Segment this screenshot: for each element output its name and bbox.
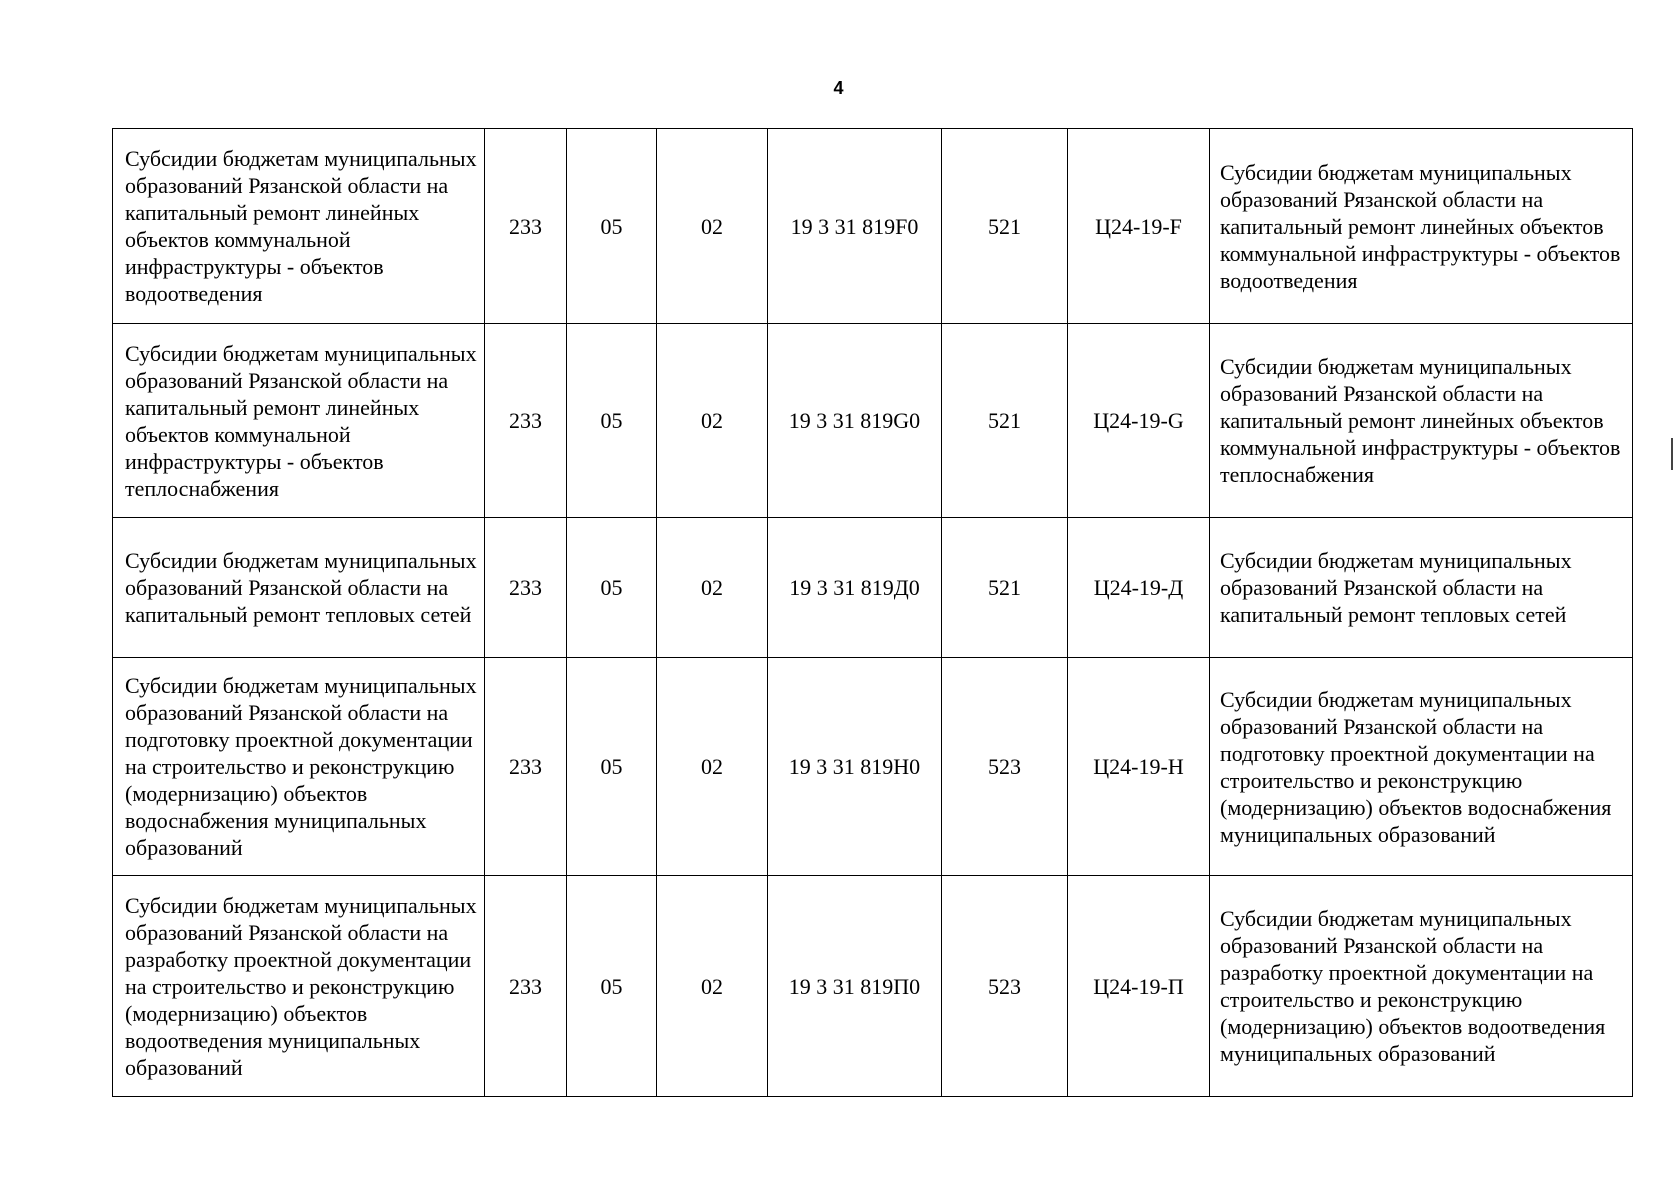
target-article-cell: 19 3 31 819H0 [768, 658, 942, 876]
expense-type-cell: 523 [942, 876, 1068, 1097]
goal-code-cell: Ц24-19-G [1068, 324, 1210, 518]
goal-code-cell: Ц24-19-П [1068, 876, 1210, 1097]
section-cell: 05 [567, 129, 657, 324]
expense-name-cell: Субсидии бюджетам муниципальных образований Рязанской области на разработку проектной документации на строительство и реконструкцию (модернизацию) объектов водоотведения муниципальных образований [113, 876, 485, 1097]
expense-name-cell: Субсидии бюджетам муниципальных образований Рязанской области на капитальный ремонт линейных объектов коммунальной инфраструктуры - объектов водоотведения [113, 129, 485, 324]
target-article-cell: 19 3 31 819Д0 [768, 518, 942, 658]
description-cell: Субсидии бюджетам муниципальных образований Рязанской области на разработку проектной документации на строительство и реконструкцию (модернизацию) объектов водоотведения муниципальных образований [1210, 876, 1633, 1097]
section-cell: 05 [567, 324, 657, 518]
section-cell: 05 [567, 518, 657, 658]
expense-type-cell: 523 [942, 658, 1068, 876]
admin-code-cell: 233 [485, 324, 567, 518]
expense-name-cell: Субсидии бюджетам муниципальных образований Рязанской области на подготовку проектной документации на строительство и реконструкцию (модернизацию) объектов водоснабжения муниципальных образований [113, 658, 485, 876]
target-article-cell: 19 3 31 819П0 [768, 876, 942, 1097]
goal-code-cell: Ц24-19-F [1068, 129, 1210, 324]
table-row [113, 129, 1633, 324]
expense-type-cell: 521 [942, 324, 1068, 518]
target-article-cell: 19 3 31 819F0 [768, 129, 942, 324]
scan-margin-mark [1671, 438, 1673, 470]
section-cell: 05 [567, 876, 657, 1097]
admin-code-cell: 233 [485, 129, 567, 324]
goal-code-cell: Ц24-19-H [1068, 658, 1210, 876]
goal-code-cell: Ц24-19-Д [1068, 518, 1210, 658]
description-cell: Субсидии бюджетам муниципальных образований Рязанской области на подготовку проектной документации на строительство и реконструкцию (модернизацию) объектов водоснабжения муниципальных образований [1210, 658, 1633, 876]
expense-name-cell: Субсидии бюджетам муниципальных образований Рязанской области на капитальный ремонт тепловых сетей [113, 518, 485, 658]
expense-type-cell: 521 [942, 129, 1068, 324]
table-row [113, 876, 1633, 1097]
table-row [113, 324, 1633, 518]
budget-classification-table [112, 128, 1633, 1097]
admin-code-cell: 233 [485, 518, 567, 658]
target-article-cell: 19 3 31 819G0 [768, 324, 942, 518]
expense-name-cell: Субсидии бюджетам муниципальных образований Рязанской области на капитальный ремонт линейных объектов коммунальной инфраструктуры - объектов теплоснабжения [113, 324, 485, 518]
subsection-cell: 02 [657, 129, 768, 324]
description-cell: Субсидии бюджетам муниципальных образований Рязанской области на капитальный ремонт тепловых сетей [1210, 518, 1633, 658]
admin-code-cell: 233 [485, 658, 567, 876]
table-row [113, 518, 1633, 658]
subsection-cell: 02 [657, 324, 768, 518]
description-cell: Субсидии бюджетам муниципальных образований Рязанской области на капитальный ремонт линейных объектов коммунальной инфраструктуры - объектов водоотведения [1210, 129, 1633, 324]
expense-type-cell: 521 [942, 518, 1068, 658]
subsection-cell: 02 [657, 518, 768, 658]
page-number: 4 [833, 78, 844, 98]
subsection-cell: 02 [657, 876, 768, 1097]
table-row [113, 658, 1633, 876]
subsection-cell: 02 [657, 658, 768, 876]
description-cell: Субсидии бюджетам муниципальных образований Рязанской области на капитальный ремонт линейных объектов коммунальной инфраструктуры - объектов теплоснабжения [1210, 324, 1633, 518]
admin-code-cell: 233 [485, 876, 567, 1097]
section-cell: 05 [567, 658, 657, 876]
